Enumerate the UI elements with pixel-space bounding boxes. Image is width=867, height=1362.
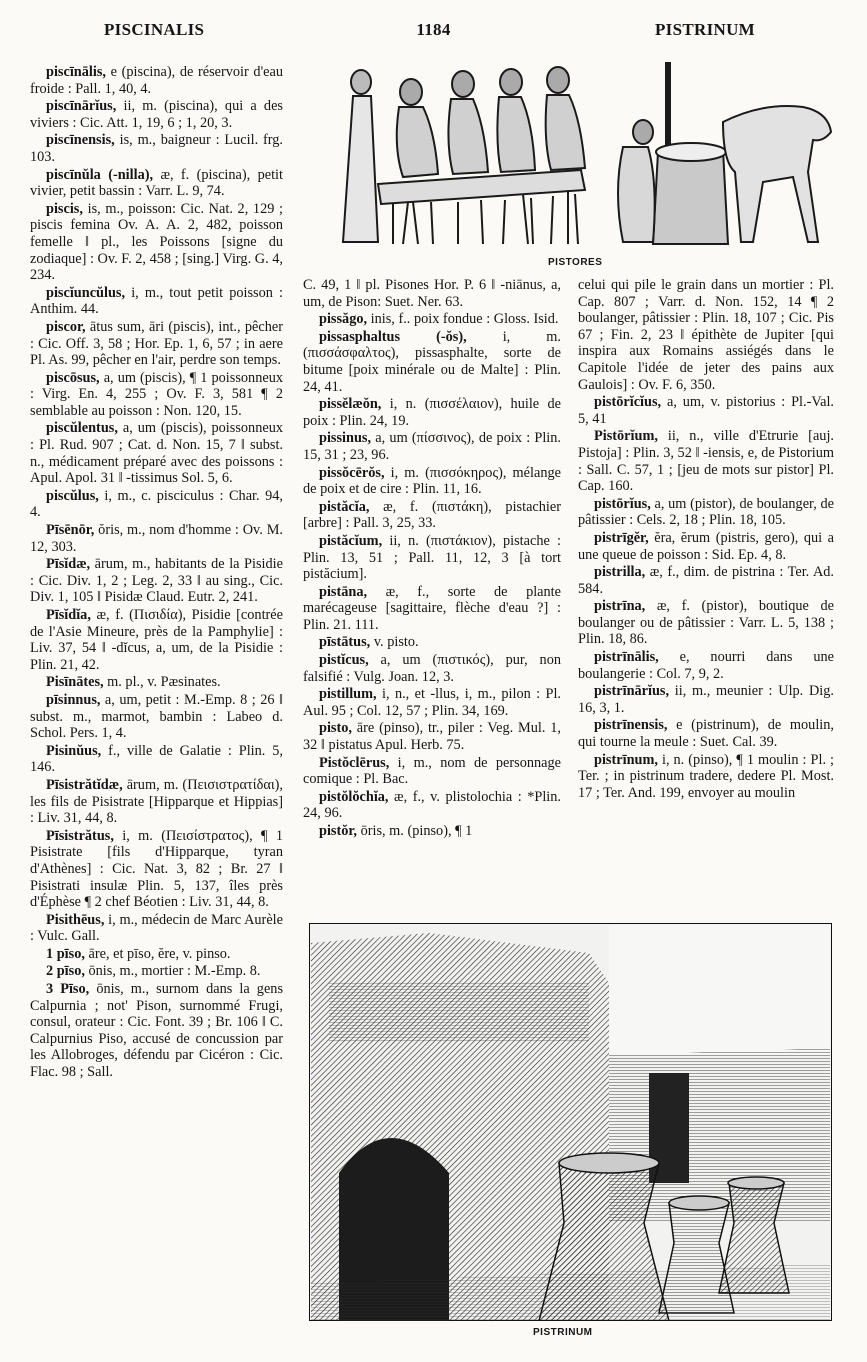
entry-definition: æ, f., v. plistolochia : *Plin. 24, 96. [303,788,561,822]
entry-headword: 2 pīso, [46,963,85,980]
entry-definition: a, um (pistor), de boulanger, de pâtissier : Cels. 2, 18 ; Plin. 18, 105. [578,495,834,529]
pistores-illustration [323,62,836,247]
entry-headword: pistrīnārĭus, [594,683,670,700]
entry-definition: is, m., poisson: Cic. Nat. 2, 129 ; piscis femina Ov. A. A. 2, 482, poisson femelle ‖ pl., les Poissons [signe du zodiaque] : Ov. F. 2, 458 ; [sing.] Virg. G. 4, 234. [30,200,283,284]
entry-headword: Pisīnātes, [46,674,104,691]
entry-definition: i, m. (Πεισίστρατος), ¶ 1 Pisistrate [fils d'Hipparque, tyran d'Athènes] : Cic. Nat. 3, 82 ; Br. 27 ‖ Pisistrati insulæ Plin. 5, 137, îles près d'Éphèse ¶ 2 chef Béotien : Liv. 31, 44, 8. [30,827,283,911]
running-head-right: PISTRINUM [655,20,755,39]
column-right [578,277,834,802]
entry-headword: Pīsēnōr, [46,522,95,539]
entry-definition: æ, f., sorte de plante marécageuse [sagittaire, flèche d'eau ?] : Plin. 21. 111. [303,583,561,633]
entry-definition: āre, et pīso, ĕre, v. pinso. [84,945,231,962]
dictionary-entry [303,465,561,498]
dictionary-entry [30,167,283,200]
entry-headword: pistrilla, [594,564,646,581]
entry-headword: Pīsĭdĭa, [46,607,91,623]
entry-definition: ātus sum, āri (piscis), int., pêcher : Cic. Off. 3, 58 ; Hor. Ep. 1, 6, 57 ; in aere Pl. As. 99, pêcher en l'air, perdre son temps. [30,318,283,369]
dictionary-entry [578,717,834,750]
entry-definition: ōris, m. (pinso), ¶ 1 [357,823,473,839]
dictionary-entry [30,692,283,742]
entry-headword: pīstātus, [319,634,371,651]
dictionary-entry [303,499,561,532]
entry-definition: a, um (πίσσινος), de poix : Plin. 15, 31 ; 23, 96. [303,430,561,463]
entry-definition: v. pisto. [370,634,419,651]
entry-headword: pistillum, [319,686,377,703]
dictionary-entry [303,755,561,788]
dictionary-entry [578,564,834,597]
entry-headword: piscīnŭla (-nilla), [46,166,154,183]
entry-headword: piscĭuncŭlus, [46,284,126,301]
entry-headword: Pīsistrătus, [46,827,114,844]
entry-headword: Pisinŭus, [46,742,102,759]
dictionary-entry [303,430,561,463]
entry-definition: i, m. (πισσάσφαλτος), pissasphalte, sorte de bitume [poix minérale ou de Malte] : Plin. 24, 41. [303,328,561,395]
dictionary-entry [578,598,834,648]
entry-definition: a, um, v. pistorius : Pl.-Val. 5, 41 [578,394,834,427]
entry-headword: piscīnālis, [46,64,106,80]
entry-headword: pistōrĭus, [594,495,651,512]
dictionary-entry [303,823,561,840]
dictionary-entry [30,319,283,369]
entry-headword: pistŏlŏchĭa, [319,788,389,805]
dictionary-entry [578,683,834,716]
running-head-left: PISCINALIS [104,20,205,39]
dictionary-entry [30,420,283,486]
dictionary-entry [30,946,283,963]
entry-headword: piscor, [46,318,86,335]
dictionary-entry [30,370,283,420]
dictionary-entry [303,533,561,583]
entry-headword: Pīsistrătĭdæ, [46,776,123,793]
entry-headword: Pīsĭdæ, [46,556,91,573]
entry-headword: 1 pīso, [46,945,85,962]
entry-definition: f., ville de Galatie : Plin. 5, 146. [30,742,283,776]
entry-definition: m. pl., v. Pæsinates. [103,674,221,691]
dictionary-entry [578,277,834,393]
entry-definition: ŏris, m., nom d'homme : Ov. M. 12, 303. [30,522,283,555]
entry-headword: piscis, [46,200,83,217]
dictionary-entry [303,311,561,328]
entry-headword: pistrīgĕr, [594,529,649,546]
dictionary-entry [303,634,561,651]
dictionary-entry [578,394,834,427]
entry-definition: celui qui pile le grain dans un mortier : Pl. Cap. 807 ; Varr. d. Non. 152, 14 ¶ 2 boulanger, pâtissier : Plin. 18, 107 ; Cic. Pis 67 ; Fin. 2, 23 ‖ épithète de Jupiter [qui inspira aux Romains assiégés dans le Capitole l'idée de jeter des pains aux Gaulois] : Ov. F. 6, 350. [578,277,834,393]
entry-headword: pistrīnensis, [594,717,668,734]
entry-definition: æ, f. (piscina), petit vivier, petit bassin : Varr. L. 9, 74. [30,166,283,200]
dictionary-entry [578,752,834,802]
entry-definition: ii, n. (πιστάκιον), pistache : Plin. 13, 51 ; Pall. 11, 12, 3 [à tort pistăcium]. [303,532,561,583]
dictionary-entry [30,674,283,691]
entry-definition: e (pistrinum), de moulin, qui tourne la meule : Suet. Cal. 39. [578,717,834,751]
entry-definition: is, m., baigneur : Lucil. frg. 103. [30,132,283,165]
dictionary-entry [303,789,561,822]
entry-headword: Pistŏclērus, [319,754,390,771]
entry-headword: piscŭlus, [46,487,99,504]
entry-definition: ii, m. (piscina), qui a des viviers : Cic. Att. 1, 19, 6 ; 1, 20, 3. [30,98,283,131]
entry-headword: pistōrĭcĭus, [594,394,662,411]
entry-definition: ii, n., ville d'Etrurie [auj. Pistoja] : Plin. 3, 52 ‖ -iensis, e, de Pistorium : Sall. C. 57, 1 ; [jeu de mots sur pistor] Pl. Cap. 160. [578,428,834,495]
entry-definition: i, m., nom de personnage comique : Pl. Bac. [303,754,561,788]
dictionary-entry [578,649,834,682]
dictionary-entry [303,584,561,634]
entry-definition: i, m. (πισσόκηρος), mélange de poix et de cire : Plin. 11, 16. [303,464,561,498]
dictionary-entry [303,277,561,310]
entry-headword: pistāna, [319,583,368,600]
dictionary-entry [30,522,283,555]
entry-definition: ārum, m. (Πεισιστρατίδαι), les fils de Pisistrate [Hipparque et Hippias] : Liv. 31, 44, 8. [30,776,283,827]
dictionary-entry [30,98,283,131]
dictionary-entry [30,981,283,1081]
entry-definition: a, um (piscis), poissonneux : Pl. Rud. 907 ; Cat. d. Non. 15, 7 ‖ subst. n., médicament préparé avec des poissons : Apul. Apol. 31 ‖ -tissimus Sol. 5, 6. [30,420,283,487]
entry-definition: i, m., c. pisciculus : Char. 94, 4. [30,487,283,521]
entry-headword: piscŭlentus, [46,420,118,437]
dictionary-entry [30,488,283,521]
entry-headword: pistrīnālis, [594,649,659,666]
entry-headword: pīsinnus, [46,691,101,708]
dictionary-entry [30,201,283,284]
entry-definition: C. 49, 1 ‖ pl. Pisones Hor. P. 6 ‖ -niānus, a, um, de Pison: Suet. Ner. 63. [303,277,561,310]
entry-headword: piscīnārĭus, [46,98,117,115]
dictionary-entry [30,64,283,97]
dictionary-entry [30,607,283,673]
dictionary-entry [578,530,834,563]
column-middle [303,277,561,841]
dictionary-entry [30,132,283,165]
entry-headword: piscīnensis, [46,132,115,149]
entry-definition: i, n. (pinso), ¶ 1 moulin : Pl. ; Ter. ; in pistrinum tradere, dedere Pl. Most. 17 ; Ter. And. 199, envoyer au moulin [578,751,834,801]
entry-headword: pissinus, [319,430,372,447]
entry-definition: āre (pinso), tr., piler : Veg. Mul. 1, 32 ‖ pistatus Apul. Herb. 75. [303,720,561,754]
entry-definition: æ, f. (pistor), boutique de boulanger ou de pâtissier : Varr. L. 5, 138 ; Plin. 18, 86. [578,598,834,648]
entry-definition: inis, f.. poix fondue : Gloss. Isid. [367,311,559,328]
figure-caption-top: PISTORES [548,257,603,268]
page-number: 1184 [416,20,451,39]
entry-headword: pissăgo, [319,311,368,328]
entry-headword: piscōsus, [46,369,100,386]
entry-definition: i, n., et -llus, i, m., pilon : Pl. Aul. 95 ; Col. 12, 57 ; Plin. 34, 169. [303,686,561,719]
entry-headword: pissasphaltus (-ŏs), [319,328,467,345]
entry-definition: ĕra, ĕrum (pistris, gero), qui a une queue de poisson : Sid. Ep. 4, 8. [578,529,834,563]
entry-headword: pistăcĭum, [319,532,383,549]
entry-headword: pistĭcus, [319,652,369,669]
entry-definition: i, m., tout petit poisson : Anthim. 44. [30,284,283,318]
dictionary-entry [303,396,561,429]
dictionary-entry [303,686,561,719]
entry-definition: a, um (piscis), ¶ 1 poissonneux : Virg. En. 4, 255 ; Ov. F. 3, 581 ¶ 2 semblable au poisson : Non. 120, 15. [30,369,283,419]
dictionary-entry [30,777,283,827]
dictionary-entry [303,720,561,753]
entry-headword: Pisithēus, [46,911,105,928]
dictionary-entry [30,912,283,945]
entry-headword: Pistōrĭum, [594,428,658,445]
dictionary-entry [30,963,283,980]
entry-definition: i, n. (πισσέλαιον), huile de poix : Plin. 24, 19. [303,396,561,429]
dictionary-entry [578,496,834,529]
entry-definition: e (piscina), de réservoir d'eau froide : Pall. 1, 40, 4. [30,64,283,97]
entry-definition: ārum, m., habitants de la Pisidie : Cic. Div. 1, 2 ; Leg. 2, 33 ‖ au sing., Cic. Div. 1, 105 ‖ Pisidæ Claud. Eutr. 2, 241. [30,556,283,606]
dictionary-entry [30,743,283,776]
entry-headword: pissĕlæŏn, [319,396,382,413]
entry-definition: e, nourri dans une boulangerie : Col. 7, 9, 2. [578,649,834,682]
entry-definition: æ, f., dim. de pistrina : Ter. Ad. 584. [578,564,834,597]
entry-headword: 3 Pīso, [46,981,90,998]
entry-definition: æ, f. (Πισιδία), Pisidie [contrée de l'Asie Mineure, près de la Pamphylie] : Liv. 37, 54 ‖ -dĭcus, a, um, de la Pisidie : Plin. 21, 42. [30,607,283,673]
dictionary-entry [30,556,283,606]
dictionary-entry [303,329,561,395]
figure-caption-bottom: PISTRINUM [533,1327,593,1338]
entry-headword: pistrīnum, [594,751,658,768]
entry-headword: pisto, [319,720,352,737]
entry-headword: pistăcĭa, [319,498,370,515]
entry-definition: æ, f. (πιστάκη), pistachier [arbre] : Pall. 3, 25, 33. [303,498,561,532]
entry-definition: ōnis, m., mortier : M.-Emp. 8. [84,963,261,980]
pistrinum-illustration [309,923,832,1321]
entry-headword: pistrīna, [594,598,646,615]
entry-definition: a, um, petit : M.-Emp. 8 ; 26 ‖ subst. m., marmot, bambin : Labeo d. Schol. Pers. 1, 4. [30,691,283,742]
dictionary-entry [303,652,561,685]
entry-definition: ii, m., meunier : Ulp. Dig. 16, 3, 1. [578,683,834,716]
dictionary-entry [30,828,283,911]
entry-definition: ōnis, m., surnom dans la gens Calpurnia ; not' Pison, surnommé Frugi, consul, orateur : Cic. Font. 39 ; Br. 106 ‖ C. Calpurnius Piso, accusé de concussion par les Allobroges, défendu par Cicéron : Cic. Flac. 98 ; Sall. [30,981,284,1081]
entry-headword: pissŏcērŏs, [319,464,385,481]
entry-definition: a, um (πιστικός), pur, non falsifié : Vulg. Joan. 12, 3. [303,652,561,685]
column-left [30,64,283,1082]
entry-definition: i, m., médecin de Marc Aurèle : Vulc. Gall. [30,911,283,945]
dictionary-entry [578,428,834,494]
dictionary-entry [30,285,283,318]
entry-headword: pistŏr, [319,823,358,839]
